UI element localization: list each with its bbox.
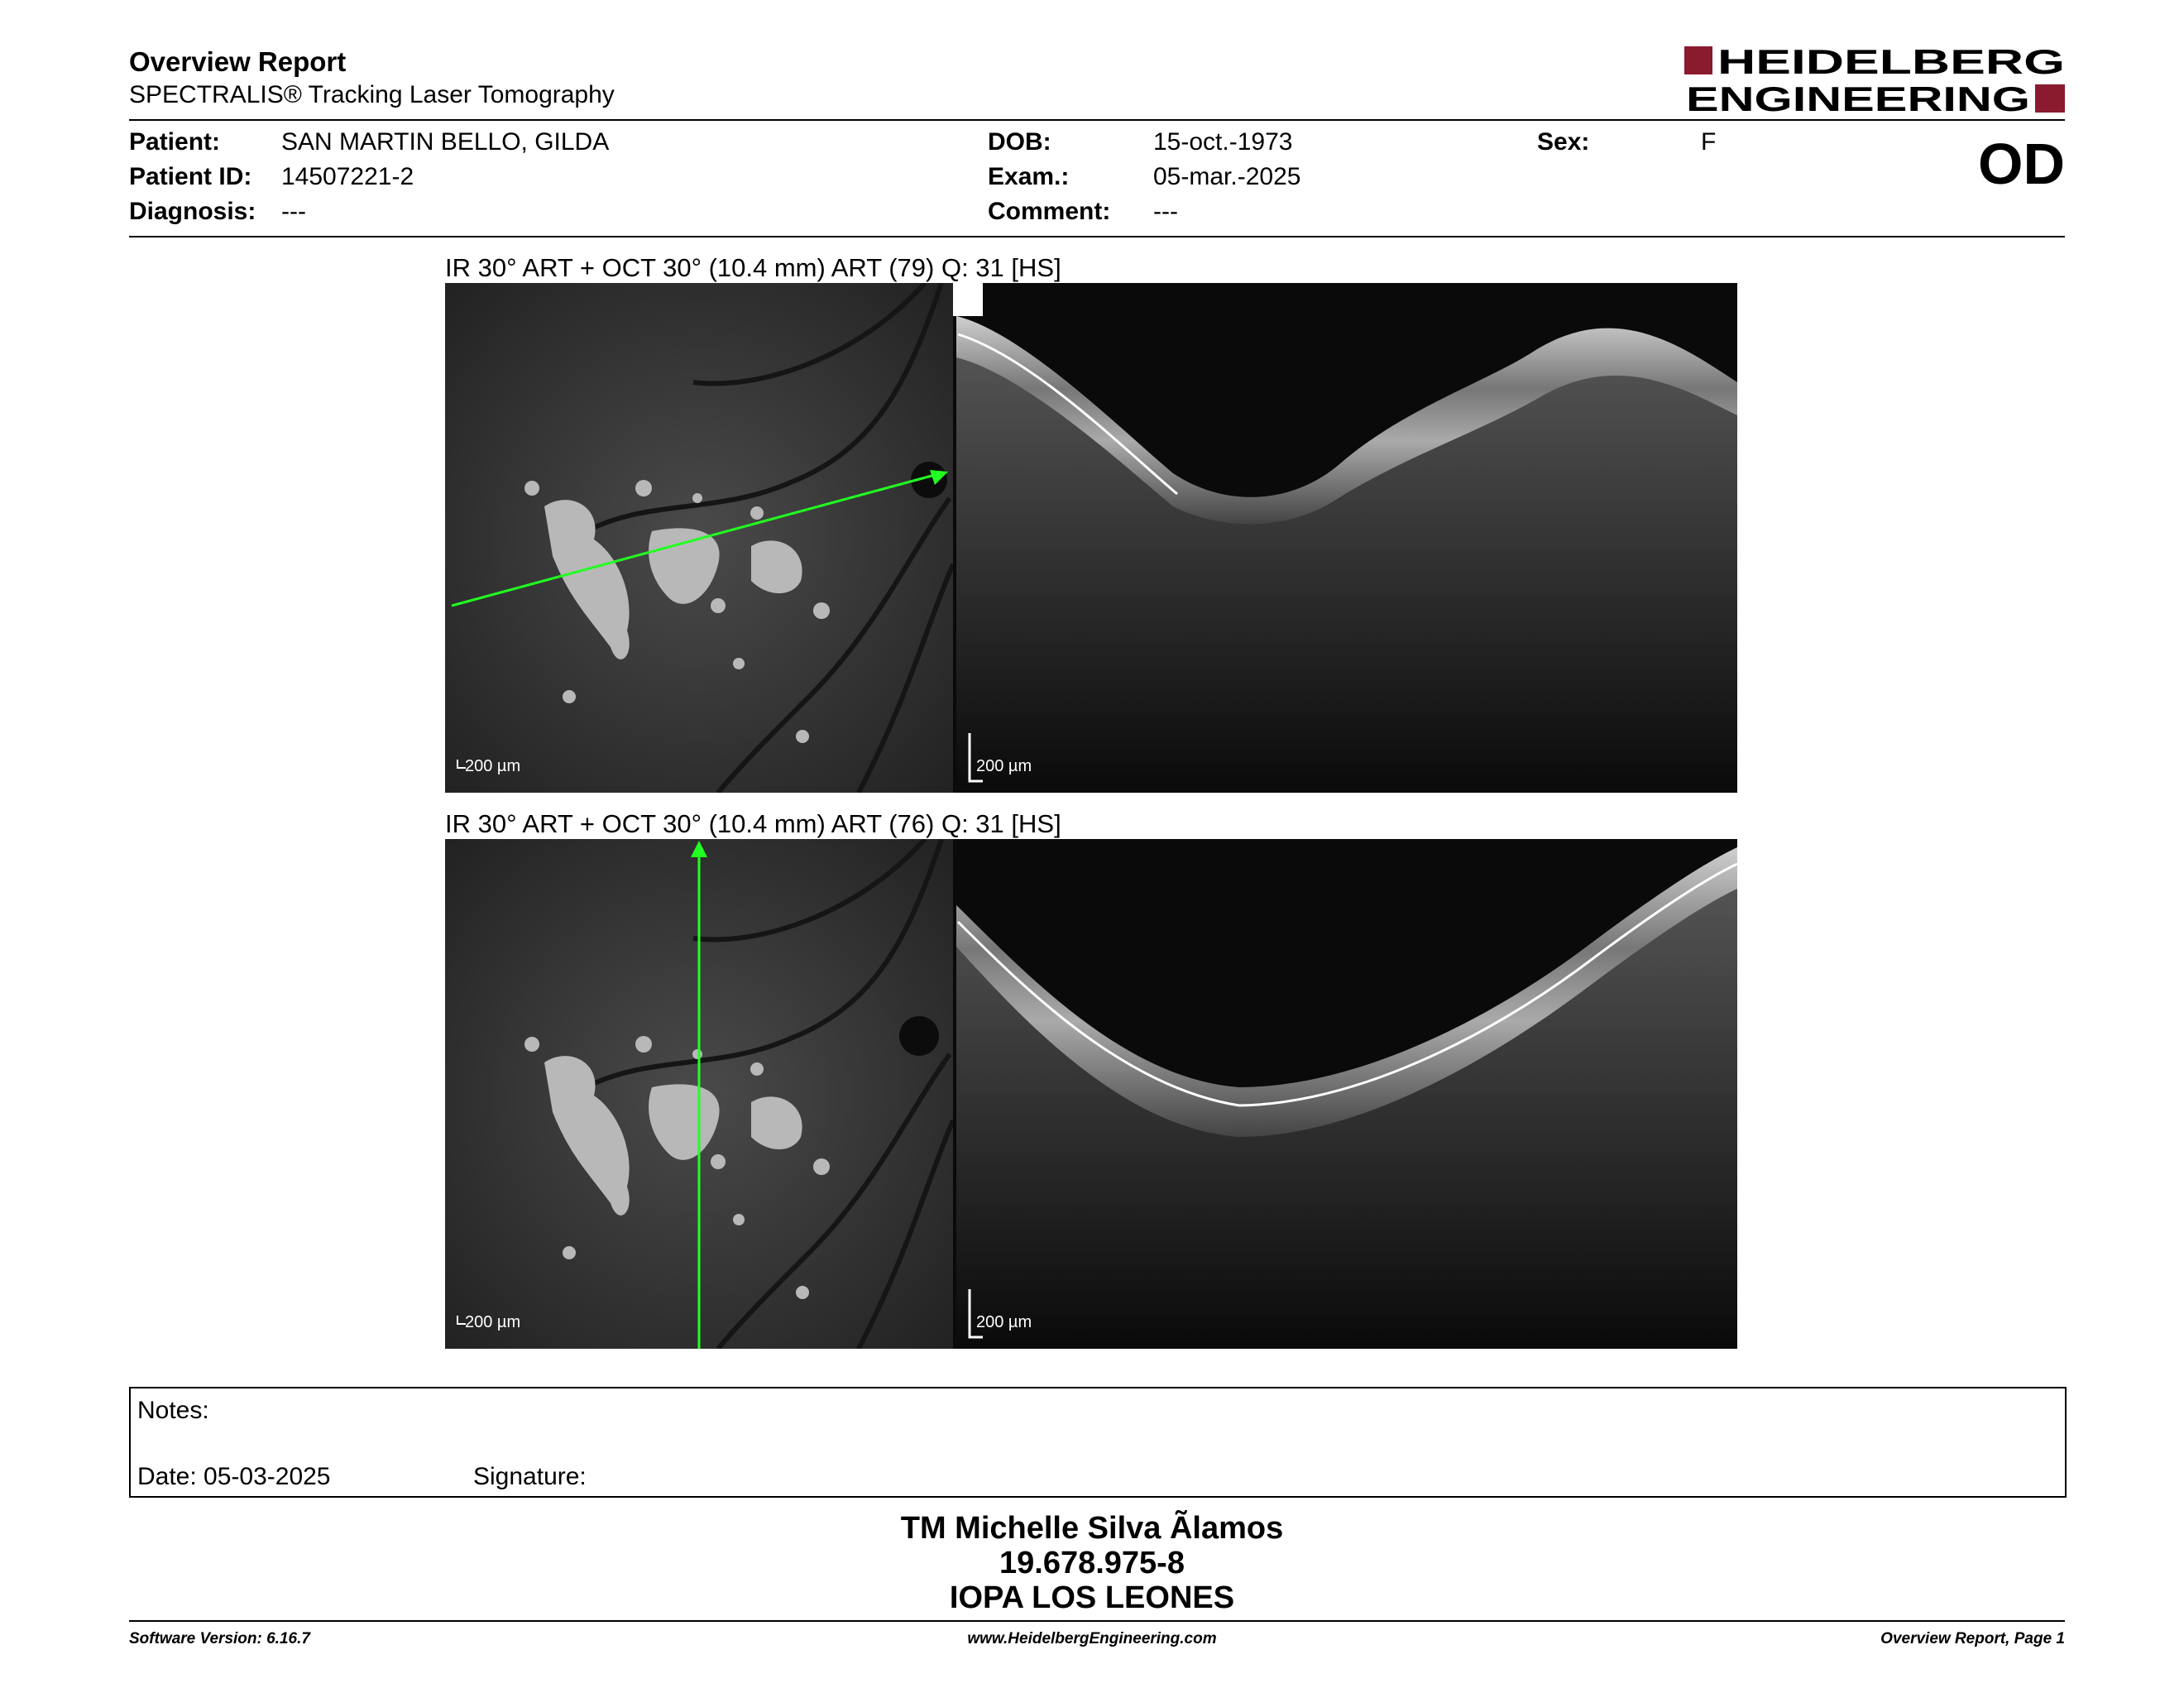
stamp-institution: IOPA LOS LEONES bbox=[949, 1580, 1235, 1615]
exam-value: 05-mar.-2025 bbox=[1153, 163, 1301, 190]
heidelberg-logo bbox=[1684, 43, 2067, 117]
notes-box bbox=[129, 1387, 2067, 1498]
stamp-id: 19.678.975-8 bbox=[999, 1546, 1185, 1580]
scan-image-1 bbox=[445, 283, 1737, 793]
header-divider bbox=[129, 119, 2065, 121]
dob-label: DOB: bbox=[988, 128, 1051, 156]
logo-square-bottom bbox=[2035, 84, 2065, 113]
dob-value: 15-oct.-1973 bbox=[1153, 128, 1293, 156]
logo-line1: HEIDELBERG bbox=[1717, 43, 2065, 81]
report-subtitle: SPECTRALIS® Tracking Laser Tomography bbox=[129, 81, 615, 108]
scan-panel-1 bbox=[445, 283, 1737, 793]
optic-disc-2 bbox=[899, 1016, 939, 1056]
scan-image-2 bbox=[445, 839, 1737, 1349]
patient-label: Patient: bbox=[129, 128, 221, 156]
sex-label: Sex: bbox=[1537, 128, 1590, 156]
patient-divider bbox=[129, 236, 2065, 237]
oct-corner-1 bbox=[953, 283, 983, 316]
patient-id-value: 14507221-2 bbox=[281, 163, 414, 190]
oct-scale-label-2: 200 µm bbox=[976, 1313, 1032, 1331]
scan-panel-2 bbox=[445, 839, 1737, 1349]
sex-value: F bbox=[1701, 128, 1717, 156]
date-label: Date: 05-03-2025 bbox=[137, 1463, 331, 1490]
fundus-scale-label-2: 200 µm bbox=[465, 1313, 521, 1331]
scan-caption-2: IR 30° ART + OCT 30° (10.4 mm) ART (76) Q: 31 [HS] bbox=[445, 809, 1061, 838]
comment-value: --- bbox=[1153, 198, 1178, 225]
diagnosis-value: --- bbox=[281, 198, 306, 225]
footer-divider bbox=[129, 1620, 2065, 1622]
eye-indicator: OD bbox=[1978, 132, 2065, 196]
notes-label: Notes: bbox=[137, 1397, 209, 1424]
patient-name: SAN MARTIN BELLO, GILDA bbox=[281, 128, 610, 156]
scan-caption-1: IR 30° ART + OCT 30° (10.4 mm) ART (79) Q: 31 [HS] bbox=[445, 253, 1061, 282]
heidelberg-logo-graphic bbox=[1684, 43, 2067, 117]
comment-label: Comment: bbox=[988, 198, 1111, 225]
signature-label: Signature: bbox=[473, 1463, 587, 1490]
exam-label: Exam.: bbox=[988, 163, 1070, 190]
logo-square-top bbox=[1684, 46, 1712, 74]
patient-id-label: Patient ID: bbox=[129, 163, 252, 190]
software-version: Software Version: 6.16.7 bbox=[129, 1630, 310, 1647]
diagnosis-label: Diagnosis: bbox=[129, 198, 256, 225]
logo-line2: ENGINEERING bbox=[1686, 79, 2030, 117]
website-link[interactable]: www.HeidelbergEngineering.com bbox=[967, 1630, 1217, 1647]
stamp-name: TM Michelle Silva Ãlamos bbox=[900, 1511, 1284, 1546]
oct-scale-label-1: 200 µm bbox=[976, 757, 1032, 775]
fundus-scale-label-1: 200 µm bbox=[465, 757, 521, 775]
report-title: Overview Report bbox=[129, 46, 347, 77]
page-number: Overview Report, Page 1 bbox=[1880, 1630, 2065, 1647]
